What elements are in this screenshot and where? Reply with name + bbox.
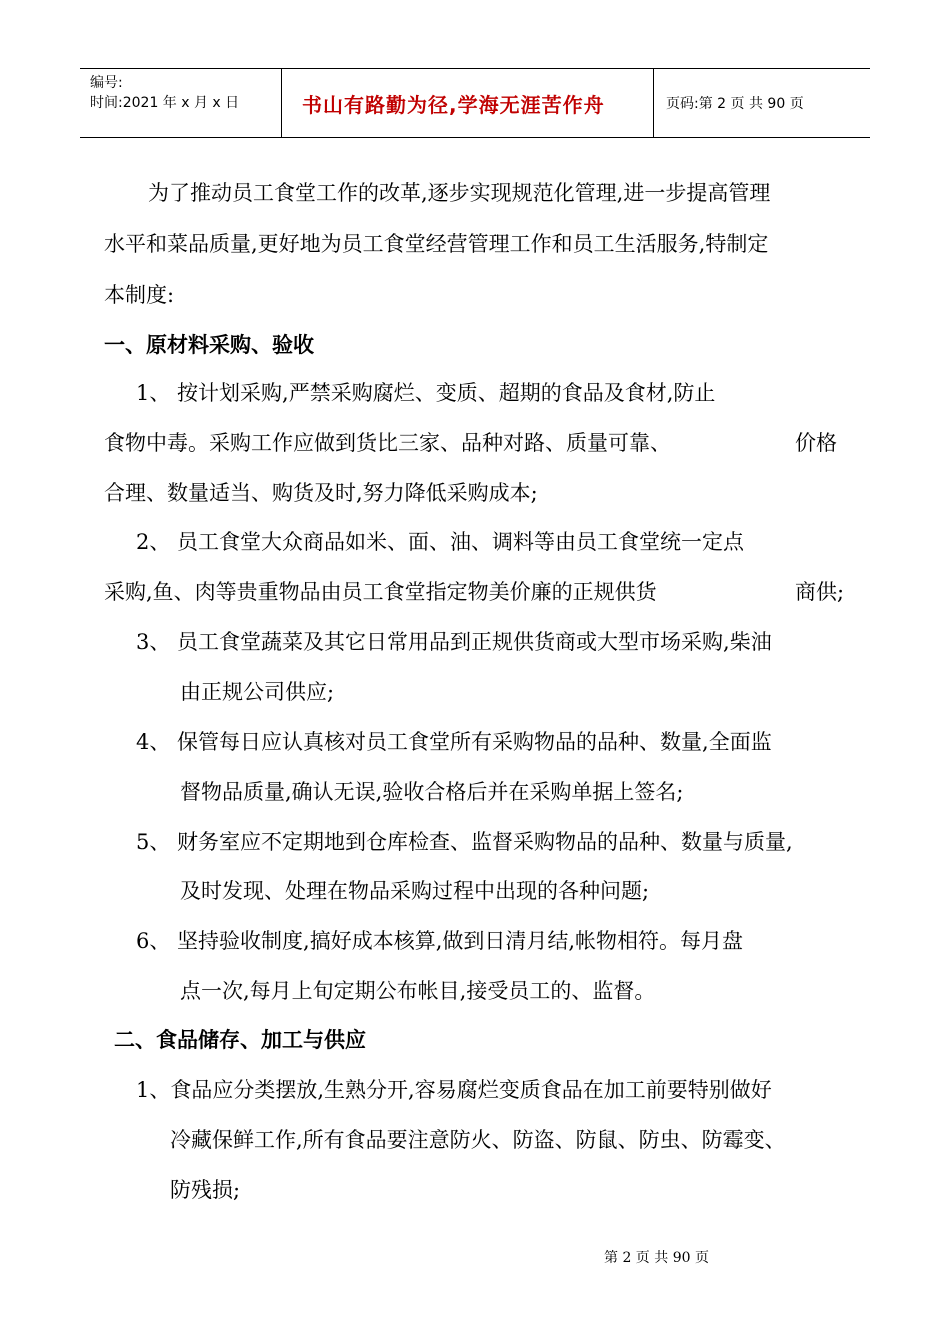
- section-2-title: 二、食品储存、加工与供应: [114, 1028, 366, 1052]
- s2-item1-line-3: 防残损;: [170, 1178, 241, 1202]
- s2-item1-line-1: 1、食品应分类摆放,生熟分开,容易腐烂变质食品在加工前要特别做好: [136, 1078, 772, 1102]
- s1-item6-line-1: 6、 坚持验收制度,搞好成本核算,做到日清月结,帐物相符。每月盘: [136, 929, 744, 953]
- s1-item5-line-1: 5、 财务室应不定期地到仓库检查、监督采购物品的品种、数量与质量,: [136, 830, 793, 854]
- page-header: [80, 68, 870, 138]
- document-number-label: 编号:: [90, 75, 123, 91]
- s1-item3-line-1: 3、 员工食堂蔬菜及其它日常用品到正规供货商或大型市场采购,柴油: [136, 630, 772, 654]
- s1-item1-line-2-tail: 价格: [795, 431, 837, 455]
- s1-item2-line-2-tail: 商供;: [795, 580, 845, 604]
- section-1-title: 一、原材料采购、验收: [104, 333, 314, 357]
- s1-item1-line-1: 1、 按计划采购,严禁采购腐烂、变质、超期的食品及食材,防止: [136, 381, 716, 405]
- s2-item1-line-2: 冷藏保鲜工作,所有食品要注意防火、防盗、防鼠、防虫、防霉变、: [170, 1128, 786, 1152]
- intro-line-3: 本制度:: [104, 283, 175, 307]
- s1-item1-line-3: 合理、数量适当、购货及时,努力降低采购成本;: [104, 481, 538, 505]
- header-meta: [80, 69, 282, 137]
- page-footer: 第 2 页 共 90 页: [604, 1250, 709, 1266]
- s1-item4-line-1: 4、 保管每日应认真核对员工食堂所有采购物品的品种、数量,全面监: [136, 730, 772, 754]
- intro-line-1: 为了推动员工食堂工作的改革,逐步实现规范化管理,进一步提高管理: [148, 181, 771, 205]
- s1-item6-line-2: 点一次,每月上旬定期公布帐目,接受员工的、监督。: [180, 979, 656, 1003]
- s1-item2-line-1: 2、 员工食堂大众商品如米、面、油、调料等由员工食堂统一定点: [136, 530, 745, 554]
- header-motto: 书山有路勤为径,学海无涯苦作舟: [282, 69, 654, 137]
- document-date-label: 时间:2021 年 x 月 x 日: [90, 95, 240, 111]
- s1-item4-line-2: 督物品质量,确认无误,验收合格后并在采购单据上签名;: [180, 780, 684, 804]
- s1-item2-line-2: 采购,鱼、肉等贵重物品由员工食堂指定物美价廉的正规供货: [104, 580, 657, 604]
- intro-line-2: 水平和菜品质量,更好地为员工食堂经营管理工作和员工生活服务,特制定: [104, 232, 769, 256]
- s1-item1-line-2: 食物中毒。采购工作应做到货比三家、品种对路、质量可靠、: [104, 431, 671, 455]
- s1-item3-line-2: 由正规公司供应;: [180, 680, 335, 704]
- s1-item5-line-2: 及时发现、处理在物品采购过程中出现的各种问题;: [180, 879, 650, 903]
- header-page-info: 页码:第 2 页 共 90 页: [666, 96, 804, 112]
